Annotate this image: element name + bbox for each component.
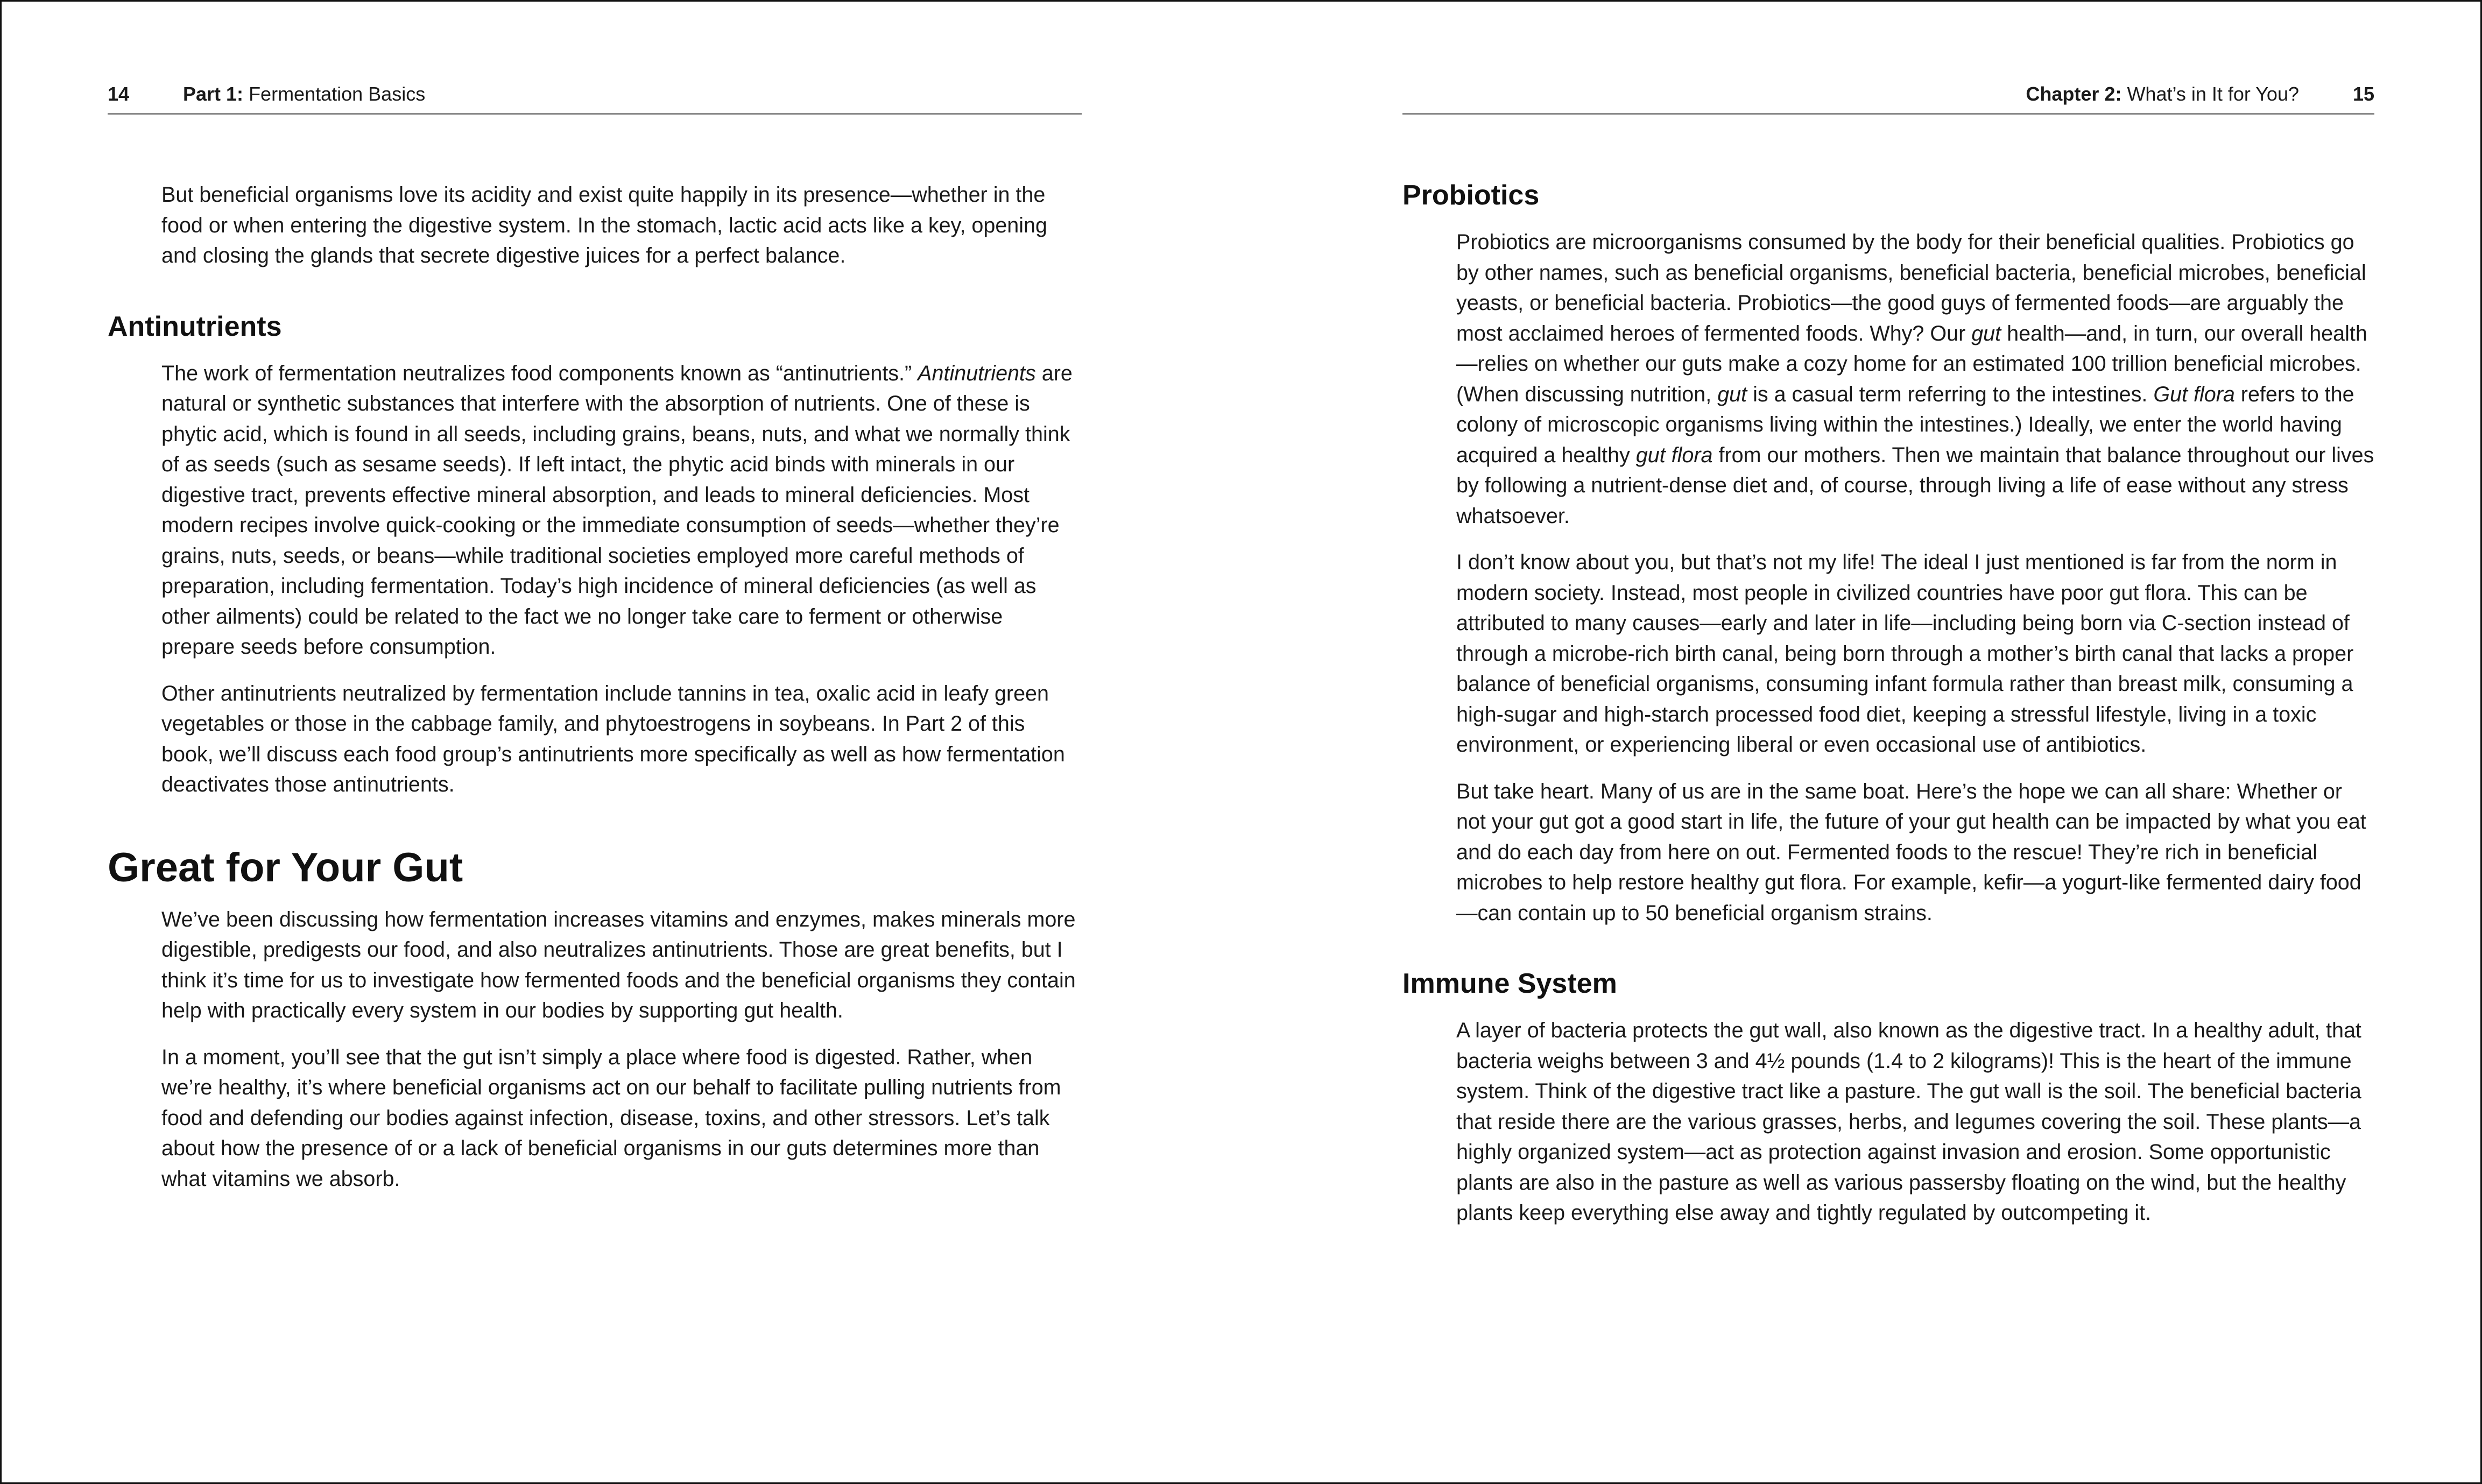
page-number: 14 xyxy=(108,83,130,105)
part-title xyxy=(183,81,425,108)
immune-paragraph-1: A layer of bacteria protects the gut wall, also known as the digestive tract. In a healthy adult, that bacteria weighs between 3 and 4½ pounds (1.4 to 2 kilograms)! This is the heart of the immune system. Think of the digestive tract like a pasture. The gut wall is the soil. The beneficial bacteria that reside there are the various grasses, herbs, and legumes covering the soil. These plants—a highly organized system—act as protection against invasion and erosion. Some opportunistic plants are also in the pasture as well as various passersby floating on the wind, but the healthy plants keep everything else away and tightly regulated by outcompeting it. xyxy=(1456,1019,2361,1225)
antinutrients-paragraph-2: Other antinutrients neutralized by fermentation include tannins in tea, oxalic acid in leafy green vegetables or those in the cabbage family, and phytoestrogens in soybeans. In Part 2 of this book, we’ll discuss each food group’s antinutrients more specifically as well as how fermentation deactivates those antinutrients. xyxy=(161,681,1065,796)
gut-paragraph-2: In a moment, you’ll see that the gut isn’t simply a place where food is digested. Rather, when we’re healthy, it’s where beneficial organisms act on our behalf to facilitate pulling nutrients from food and defending our bodies against infection, disease, toxins, and other stressors. Let’s talk about how the presence of or a lack of beneficial organisms in our guts determines more than what vitamins we absorb. xyxy=(161,1045,1061,1191)
gut-paragraph-1: We’ve been discussing how fermentation increases vitamins and enzymes, makes minerals more digestible, predigests our food, and also neutralizes antinutrients. Those are great benefits, but I think it’s time for us to investigate how fermented foods and the beneficial organisms they contain help with practically every system in our bodies by supporting gut health. xyxy=(161,907,1076,1022)
part-label: Part 1: xyxy=(183,83,244,105)
chapter-title xyxy=(2026,81,2299,108)
left-running-head xyxy=(108,81,1082,115)
heading-immune-system: Immune System xyxy=(1402,968,1617,999)
heading-antinutrients: Antinutrients xyxy=(108,310,282,342)
heading-great-for-your-gut: Great for Your Gut xyxy=(108,844,463,891)
chapter-name: What’s in It for You? xyxy=(2127,83,2299,105)
chapter-label: Chapter 2: xyxy=(2026,83,2122,105)
text-run: health—and, in turn, our overall health—relies on whether our guts make a cozy home for an estimated 100 trillion beneficial microbes. (When discussing nutrition, xyxy=(1456,321,2367,406)
right-page xyxy=(1402,0,2374,1484)
intro-paragraph: But beneficial organisms love its acidity and exist quite happily in its presence—whether in the food or when entering the digestive system. In the stomach, lactic acid acts like a key, opening and closing the glands that secrete digestive juices for a perfect balance. xyxy=(161,183,1047,267)
text-run: refers to the colony of microscopic organisms living within the intestines.) Ideally, we enter the world having acquired a healthy xyxy=(1456,382,2354,467)
probiotics-paragraph-3: But take heart. Many of us are in the same boat. Here’s the hope we can all share: Whether or not your gut got a good start in life, the future of your gut health can be impacted by what you eat and do each day from here on out. Fermented foods to the rescue! They’re rich in beneficial microbes to help restore healthy gut flora. For example, kefir—a yogurt-like fermented dairy food—can contain up to 50 beneficial organism strains. xyxy=(1456,779,2366,925)
text-run: The work of fermentation neutralizes food components known as “antinutrients.” xyxy=(161,361,918,385)
heading-probiotics: Probiotics xyxy=(1402,180,1540,211)
text-run: from our mothers. Then we maintain that balance throughout our lives by following a nutrient-dense diet and, of course, through living a life of ease without any stress whatsoever. xyxy=(1456,443,2374,528)
page-number: 15 xyxy=(2352,83,2374,105)
probiotics-paragraph-2: I don’t know about you, but that’s not my life! The ideal I just mentioned is far from the norm in modern society. Instead, most people in civilized countries have poor gut flora. This can be attributed to many causes—early and later in life—including being born via C-section instead of through a microbe-rich birth canal, being born through a mother’s birth canal that lacks a proper balance of beneficial organisms, consuming infant formula rather than breast milk, consuming a high-sugar and high-starch processed food diet, keeping a stressful lifestyle, living in a toxic environment, or experiencing liberal or even occasional use of antibiotics. xyxy=(1456,550,2354,757)
italic-term: Antinutrients xyxy=(918,361,1036,385)
right-content xyxy=(1402,178,2374,1245)
italic-term: gut xyxy=(1717,382,1747,406)
italic-term: gut flora xyxy=(1635,443,1713,467)
left-content xyxy=(108,180,1082,1210)
probiotics-paragraph-1 xyxy=(1456,227,2374,531)
left-page xyxy=(108,0,1082,1484)
text-run: are natural or synthetic substances that interfere with the absorption of nutrients. One of these is phytic acid, which is found in all seeds, including grains, beans, nuts, and what we normally think of as seeds (such as sesame seeds). If left intact, the phytic acid binds with minerals in our digestive tract, prevents effective mineral absorption, and leads to mineral deficiencies. Most modern recipes involve quick-cooking or the immediate consumption of seeds—whether they’re grains, nuts, seeds, or beans—while traditional societies employed more careful methods of preparation, including fermentation. Today’s high incidence of mineral deficiencies (as well as other ailments) could be related to the fact we no longer take care to ferment or otherwise prepare seeds before consumption. xyxy=(161,361,1073,659)
text-run: Probiotics are microorganisms consumed by the body for their beneficial qualities. Probiotics go by other names, such as beneficial organisms, beneficial bacteria, beneficial microbes, beneficial yeasts, or beneficial bacteria. Probiotics—the good guys of fermented foods—are arguably the most acclaimed heroes of fermented foods. Why? Our xyxy=(1456,230,2366,345)
text-run: is a casual term referring to the intestines. xyxy=(1747,382,2154,406)
right-running-head xyxy=(1402,81,2374,115)
antinutrients-paragraph-1 xyxy=(161,358,1082,662)
italic-term: gut xyxy=(1971,321,2001,345)
part-name: Fermentation Basics xyxy=(249,83,426,105)
italic-term: Gut flora xyxy=(2153,382,2235,406)
